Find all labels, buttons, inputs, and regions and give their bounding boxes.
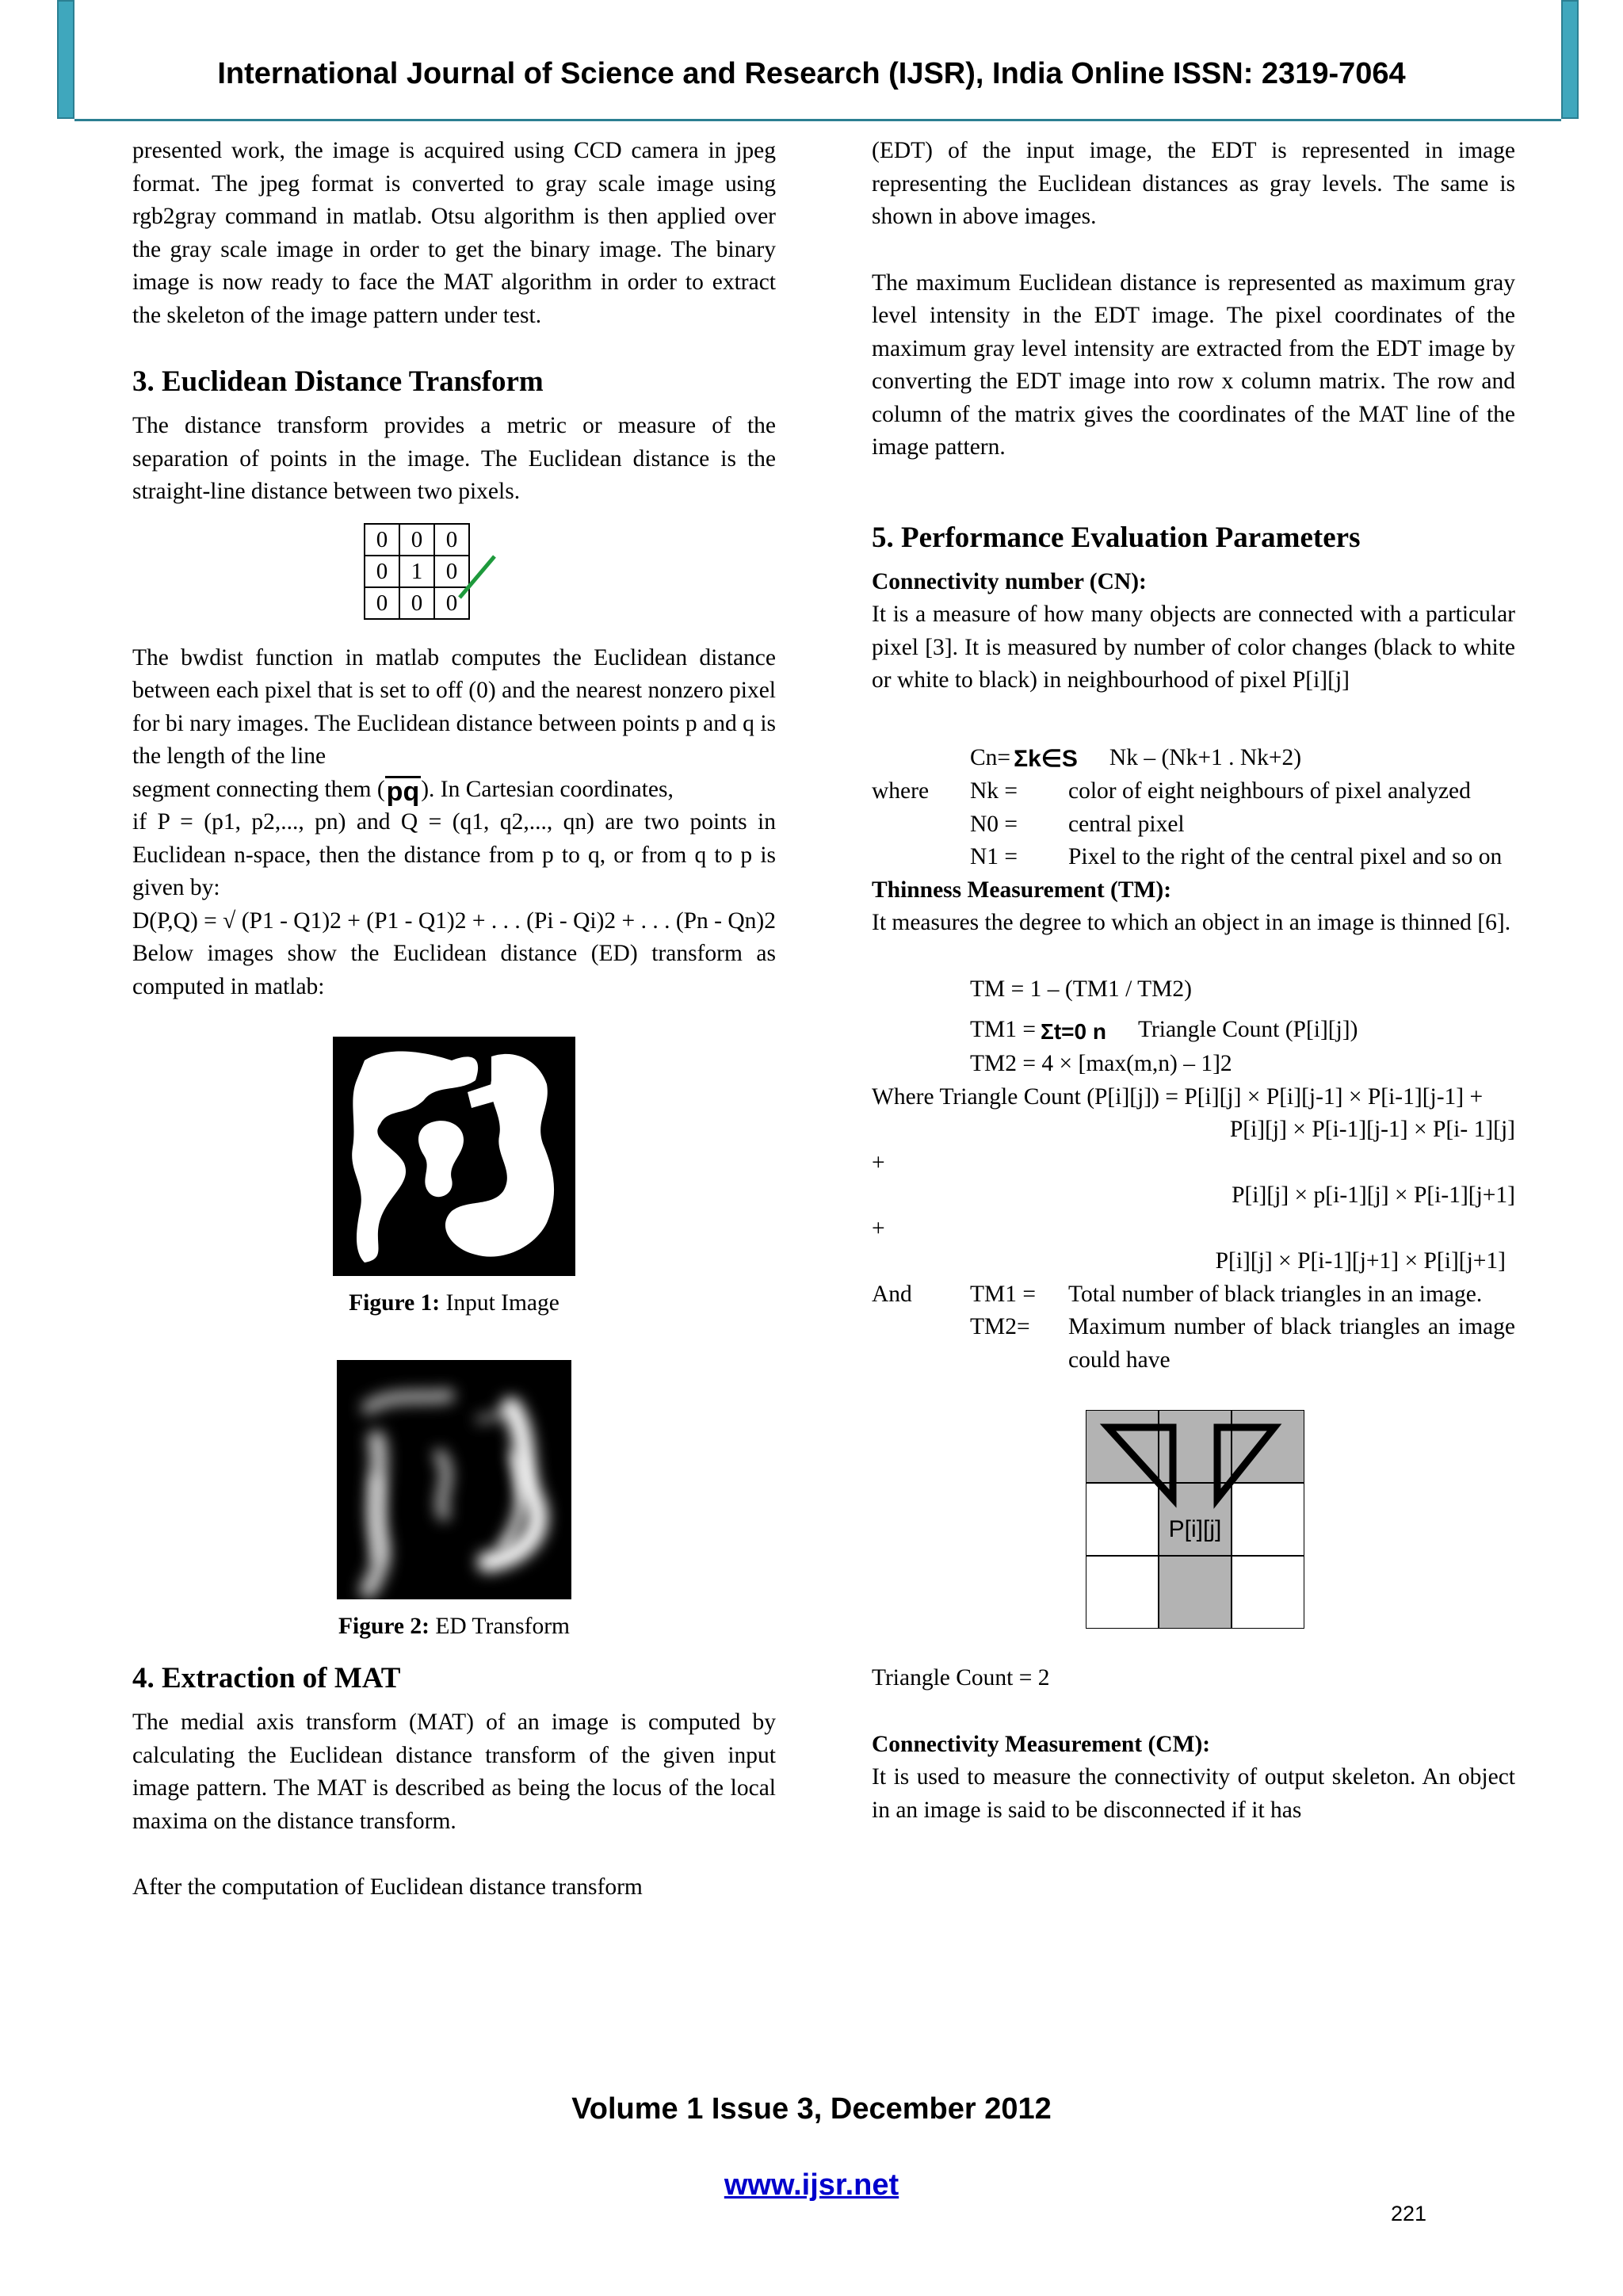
paragraph <box>132 774 776 807</box>
grid-cell: 0 <box>399 524 434 556</box>
definition-key: Nk = <box>970 778 1018 804</box>
eq-text: Nk – (Nk+1 . Nk+2) <box>1109 744 1302 770</box>
definition-row <box>872 841 1515 874</box>
triangle-count-diagram <box>1086 1410 1304 1629</box>
grid-cell: 0 <box>399 587 434 619</box>
definition-row <box>872 808 1515 842</box>
distance-line-icon <box>453 553 501 601</box>
triangle-count-term: P[i][j] × P[i-1][j+1] × P[i][j+1] <box>1215 1248 1506 1274</box>
paragraph: The distance transform provides a metric or measure of the separation of points in the image. The Euclidean distance is the straight-line distance between two pixels. <box>132 413 776 504</box>
grid-cell: 0 <box>365 524 399 556</box>
paragraph: (EDT) of the input image, the EDT is represented in image representing the Euclidean distances as gray levels. The same is shown in above images. <box>872 138 1515 229</box>
cn-equation <box>872 742 1515 776</box>
text-fragment: segment connecting them ( <box>132 776 385 802</box>
section-heading-3: 3. Euclidean Distance Transform <box>132 365 544 398</box>
paragraph: The medial axis transform (MAT) of an image is computed by calculating the Euclidean distance transform of the given input image pattern. The MAT is described as being the locus of the local maxima on the distance transform. <box>132 1710 776 1834</box>
subheading-cn: Connectivity number (CN): <box>872 568 1147 594</box>
where-label: where <box>872 778 930 804</box>
grid-cell: 0 <box>434 524 469 556</box>
triangle-count-term: P[i][j] × P[i-1][j-1] × P[i- 1][j] <box>1229 1117 1515 1143</box>
eq-text: TM1 = <box>970 1017 1037 1043</box>
footer-volume: Volume 1 Issue 3, December 2012 <box>571 2092 1052 2126</box>
definition-value: Total number of black triangles in an image. <box>1068 1281 1483 1307</box>
pq-segment-symbol: pq <box>386 777 420 808</box>
and-label: And <box>872 1281 912 1307</box>
figure-label: Figure 1: <box>349 1290 441 1316</box>
grid-cell: 0 <box>434 587 469 619</box>
triangle-count-formula: Where Triangle Count (P[i][j]) = P[i][j] × P[i][j-1] × P[i-1][j-1] + <box>872 1083 1484 1110</box>
definition-key: TM2= <box>970 1314 1030 1340</box>
grid-cell: 0 <box>434 556 469 587</box>
grid-cell: 0 <box>365 587 399 619</box>
figure-2-ed-transform <box>337 1360 571 1599</box>
grid-cell: 0 <box>365 556 399 587</box>
journal-title: International Journal of Science and Research (IJSR), India Online ISSN: 2319-7064 <box>217 57 1406 90</box>
triangle-count-term: P[i][j] × p[i-1][j] × P[i-1][j+1] <box>1232 1182 1515 1209</box>
subheading-tm: Thinness Measurement (TM): <box>872 877 1172 903</box>
paragraph: It measures the degree to which an object in an image is thinned [6]. <box>872 910 1511 936</box>
paragraph: presented work, the image is acquired using CCD camera in jpeg format. The jpeg format is converted to gray scale image using rgb2gray command in matlab. Otsu algorithm is then applied over the gray scale image in order to get the binary image. The binary image is now ready to face the MAT algorithm in order to extract the skeleton of the image pattern under test. <box>132 138 776 328</box>
definition-key: TM1 = <box>970 1281 1037 1307</box>
header-rule <box>74 119 1561 121</box>
definition-row <box>872 1311 1515 1377</box>
paragraph: The bwdist function in matlab computes the Euclidean distance between each pixel that is set to off (0) and the nearest nonzero pixel for bi nary images. The Euclidean distance between points p and q is the length of the line <box>132 644 776 769</box>
section-heading-4: 4. Extraction of MAT <box>132 1662 401 1694</box>
paragraph: Below images show the Euclidean distance (ED) transform as computed in matlab: <box>132 941 776 999</box>
subheading-cm: Connectivity Measurement (CM): <box>872 1731 1211 1757</box>
left-column <box>132 135 776 1904</box>
eq-text: Cn= <box>970 744 1011 770</box>
paragraph: if P = (p1, p2,..., pn) and Q = (q1, q2,..., qn) are two points in Euclidean n-space, then the distance from p to q, or from q to p is given by: <box>132 809 776 900</box>
text-fragment: ). In Cartesian coordinates, <box>421 776 674 802</box>
definition-row <box>872 775 1515 808</box>
pixel-label: P[i][j] <box>1168 1516 1222 1543</box>
grid-cell: 1 <box>399 556 434 587</box>
definition-row <box>872 1278 1515 1312</box>
definition-value: central pixel <box>1068 811 1185 837</box>
definition-key: N0 = <box>970 811 1018 837</box>
paragraph: It is used to measure the connectivity of output skeleton. An object in an image is said to be disconnected if it has <box>872 1764 1515 1823</box>
figure-1-caption <box>132 1287 776 1320</box>
tm1-equation <box>872 1014 1515 1048</box>
eq-text: Triangle Count (P[i][j]) <box>1137 1017 1358 1043</box>
formula-euclidean: D(P,Q) = √ (P1 - Q1)2 + (P1 - Q1)2 + . . . (Pi - Qi)2 + . . . (Pn - Qn)2 <box>132 907 776 934</box>
definition-key: N1 = <box>970 844 1018 870</box>
figure-label: Figure 2: <box>338 1613 430 1639</box>
definition-value: Maximum number of black triangles an image could have <box>1068 1314 1515 1373</box>
triangle-count-result: Triangle Count = 2 <box>872 1665 1050 1691</box>
right-column <box>872 135 1515 1827</box>
summation-symbol: Σt=0 n <box>1041 1018 1106 1044</box>
pixel-grid-figure <box>132 523 776 642</box>
page-number: 221 <box>1391 2202 1427 2225</box>
figure-title: ED Transform <box>429 1613 570 1639</box>
section-heading-5: 5. Performance Evaluation Parameters <box>872 521 1361 554</box>
summation-symbol: Σk∈S <box>1014 745 1078 772</box>
figure-title: Input Image <box>440 1290 559 1316</box>
paragraph: It is a measure of how many objects are connected with a particular pixel [3]. It is measured by number of color changes (black to white or white to black) in neighbourhood of pixel P[i][j] <box>872 602 1515 693</box>
footer-website-link[interactable]: www.ijsr.net <box>724 2168 899 2202</box>
figure-2-caption <box>132 1610 776 1644</box>
plus-sign: + <box>872 1149 885 1175</box>
paragraph: The maximum Euclidean distance is represented as maximum gray level intensity in the EDT image. The pixel coordinates of the maximum gray level intensity are extracted from the EDT image by converting the EDT image into row x column matrix. The row and column of the matrix gives the coordinates of the MAT line of the image pattern. <box>872 269 1515 460</box>
plus-sign: + <box>872 1215 885 1241</box>
figure-1-input-image <box>333 1037 575 1276</box>
tm-equation: TM = 1 – (TM1 / TM2) <box>970 976 1192 1002</box>
definition-value: Pixel to the right of the central pixel and so on <box>1068 844 1503 870</box>
paragraph: After the computation of Euclidean distance transform <box>132 1874 643 1900</box>
definition-value: color of eight neighbours of pixel analyzed <box>1068 778 1471 804</box>
tm2-equation: TM2 = 4 × [max(m,n) – 1]2 <box>970 1051 1232 1077</box>
